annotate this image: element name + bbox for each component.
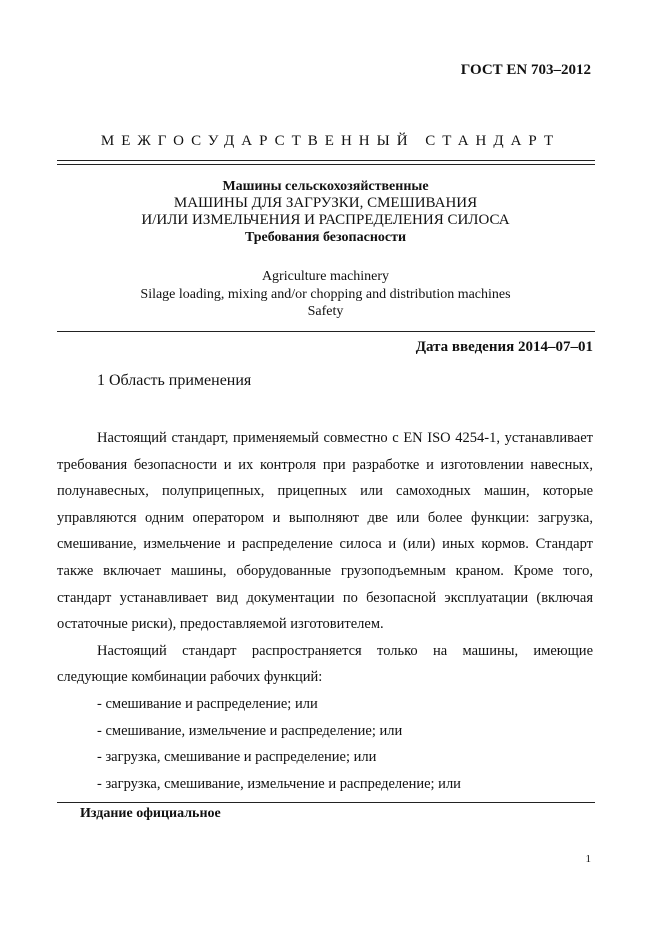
- introduction-date: Дата введения 2014–07–01: [415, 339, 593, 355]
- title-category: Машины сельскохозяйственные: [222, 179, 429, 194]
- list-item: - смешивание, измельчение и распределение; или: [97, 722, 403, 739]
- document-code: ГОСТ EN 703–2012: [460, 62, 591, 78]
- en-title-line-2: Silage loading, mixing and/or chopping and distribution machines: [140, 286, 511, 302]
- footer-divider: [57, 802, 595, 803]
- en-title-line-1: Agriculture machinery: [261, 269, 390, 284]
- page-number: 1: [585, 853, 591, 865]
- official-edition-label: Издание официальное: [80, 806, 221, 821]
- title-line-3: И/ИЛИ ИЗМЕЛЬЧЕНИЯ И РАСПРЕДЕЛЕНИЯ СИЛОСА: [141, 212, 510, 228]
- list-item: - загрузка, смешивание, измельчение и распределение; или: [97, 775, 461, 792]
- russian-title: [58, 178, 593, 246]
- section-heading: 1 Область применения: [97, 372, 252, 389]
- paragraph-combinations: Настоящий стандарт распространяется только на машины, имеющие следующие комбинации рабочих функций:: [57, 642, 593, 686]
- section-body: [57, 425, 593, 797]
- english-title: [58, 268, 593, 321]
- title-line-2: МАШИНЫ ДЛЯ ЗАГРУЗКИ, СМЕШИВАНИЯ: [173, 195, 478, 211]
- title-divider: [57, 331, 595, 332]
- list-item: - смешивание и распределение; или: [97, 695, 318, 712]
- title-subtitle: Требования безопасности: [244, 230, 407, 245]
- standard-type-heading: МЕЖГОСУДАРСТВЕННЫЙ СТАНДАРТ: [100, 133, 561, 149]
- paragraph-scope: Настоящий стандарт, применяемый совместно с EN ISO 4254-1, устанавливает требования безопасности и их контроля при разработке и изготовлении навесных, полунавесных, полуприцепных, прицепных или самоходных машин, которые управляются одним оператором и выполняют две или более функции: загрузка, смешивание, измельчение и распределение силоса и (или) иных кормов. Стандарт также включает машины, оборудованные грузоподъемным краном. Кроме того, стандарт устанавливает вид документации по безопасной эксплуатации (включая остаточные риски), предоставляемой изготовителем.: [57, 430, 593, 633]
- list-item: - загрузка, смешивание и распределение; или: [97, 749, 377, 766]
- en-title-line-3: Safety: [307, 304, 344, 319]
- header-divider: [57, 160, 595, 165]
